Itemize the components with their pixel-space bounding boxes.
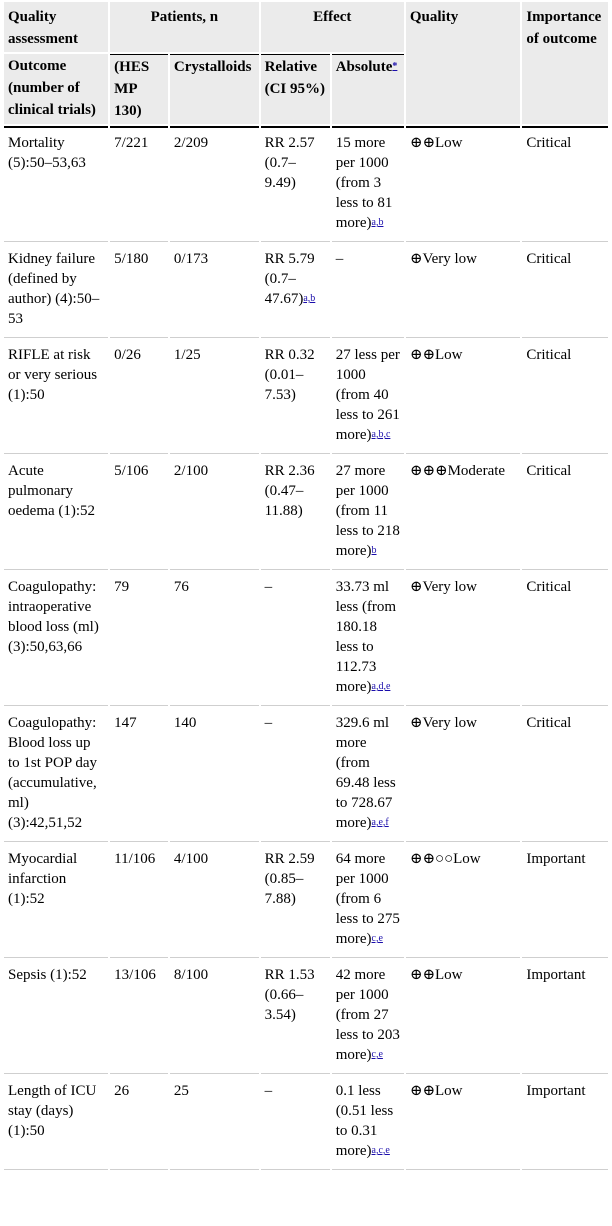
crystalloids-cell-text: 1/25 [173, 347, 201, 363]
hes-cell [110, 244, 168, 338]
importance-cell-text: Critical [526, 463, 572, 479]
crystalloids-cell [170, 960, 259, 1074]
outcome-cell [4, 456, 108, 570]
relative-cell [261, 572, 330, 706]
outcome-cell [4, 244, 108, 338]
absolute-cell-text: 15 more per 1000 (from 3 less to 81 more) [335, 135, 393, 231]
footnote-link[interactable]: b [371, 545, 377, 556]
header-outcome: Outcome (number of clinical trials) [4, 54, 108, 124]
outcome-cell [4, 572, 108, 706]
table-row [4, 572, 608, 706]
footnote-link[interactable]: a,b,c [371, 429, 391, 440]
importance-cell-text: Critical [526, 251, 572, 267]
absolute-cell [332, 572, 404, 706]
outcome-cell [4, 960, 108, 1074]
absolute-cell [332, 340, 404, 454]
relative-cell-text: – [264, 1083, 273, 1099]
hes-cell [110, 708, 168, 842]
crystalloids-cell-text: 4/100 [173, 851, 209, 867]
outcome-cell-text: Coagulopathy: intraoperative blood loss (ml) (3):50,63,66 [8, 579, 99, 655]
importance-cell-text: Critical [526, 579, 572, 595]
footnote-link[interactable]: c,e [371, 933, 383, 944]
relative-cell [261, 456, 330, 570]
outcome-cell-text: Coagulopathy: Blood loss up to 1st POP day (accumulative, ml) (3):42,51,52 [8, 715, 98, 831]
hes-cell [110, 960, 168, 1074]
table-row [4, 844, 608, 958]
relative-cell-text: RR 0.32 (0.01–7.53) [264, 347, 315, 403]
relative-cell [261, 244, 330, 338]
header-quality-assessment: Quality assessment [4, 2, 108, 52]
crystalloids-cell-text: 76 [173, 579, 189, 595]
absolute-cell-text: 33.73 ml less (from 180.18 less to 112.73 more) [335, 579, 397, 695]
quality-cell-text: ⊕Very low [409, 715, 478, 731]
crystalloids-cell [170, 844, 259, 958]
quality-cell [406, 844, 520, 958]
table-row [4, 960, 608, 1074]
crystalloids-cell-text: 140 [173, 715, 197, 731]
hes-cell-text: 26 [114, 1083, 130, 1099]
absolute-cell-text: 27 less per 1000 (from 40 less to 261 more) [335, 347, 400, 443]
quality-cell [406, 244, 520, 338]
quality-cell-text: ⊕⊕⊕Moderate [409, 463, 506, 479]
quality-cell-text: ⊕⊕Low [409, 135, 463, 151]
importance-cell-text: Important [526, 1083, 586, 1099]
absolute-cell-text: 0.1 less (0.51 less to 0.31 more) [335, 1083, 394, 1159]
quality-cell-text: ⊕⊕Low [409, 967, 463, 983]
relative-cell-text: – [264, 579, 273, 595]
quality-cell [406, 960, 520, 1074]
relative-cell-text: – [264, 715, 273, 731]
evidence-table [2, 0, 610, 1172]
footnote-link[interactable]: c,e [371, 1049, 383, 1060]
footnote-link[interactable]: a,c,e [371, 1145, 390, 1156]
outcome-cell-text: Sepsis (1):52 [8, 967, 87, 983]
hes-cell-text: 13/106 [114, 967, 156, 983]
importance-cell [522, 708, 608, 842]
outcome-cell [4, 126, 108, 242]
importance-cell [522, 844, 608, 958]
quality-cell [406, 708, 520, 842]
crystalloids-cell-text: 8/100 [173, 967, 209, 983]
hes-cell-text: 5/106 [114, 463, 149, 479]
crystalloids-cell [170, 244, 259, 338]
header-hes: (HES MP 130) [110, 54, 168, 124]
footnote-link[interactable]: a,b [303, 293, 316, 304]
hes-cell-text: 0/26 [114, 347, 141, 363]
importance-cell-text: Critical [526, 715, 572, 731]
header-crystalloids: Crystalloids [170, 54, 259, 124]
hes-cell [110, 456, 168, 570]
footnote-link[interactable]: a,e,f [371, 817, 389, 828]
absolute-cell-text: 64 more per 1000 (from 6 less to 275 more) [335, 851, 400, 947]
hes-cell [110, 1076, 168, 1170]
importance-cell-text: Critical [526, 347, 572, 363]
importance-cell-text: Critical [526, 135, 572, 151]
table-row [4, 244, 608, 338]
absolute-footnote-link[interactable]: * [392, 61, 398, 72]
quality-cell-text: ⊕Very low [409, 251, 478, 267]
outcome-cell [4, 1076, 108, 1170]
crystalloids-cell [170, 126, 259, 242]
relative-cell-text: RR 2.36 (0.47–11.88) [264, 463, 315, 519]
absolute-cell [332, 456, 404, 570]
table-row [4, 340, 608, 454]
relative-cell-text: RR 2.59 (0.85–7.88) [264, 851, 315, 907]
absolute-cell-text: 42 more per 1000 (from 27 less to 203 more) [335, 967, 400, 1063]
header-effect: Effect [261, 2, 404, 52]
absolute-cell-text: 27 more per 1000 (from 11 less to 218 more) [335, 463, 400, 559]
hes-cell [110, 340, 168, 454]
importance-cell [522, 340, 608, 454]
quality-cell [406, 340, 520, 454]
hes-cell-text: 79 [114, 579, 130, 595]
relative-cell [261, 960, 330, 1074]
absolute-cell-text: 329.6 ml more (from 69.48 less to 728.67 more) [335, 715, 396, 831]
relative-cell [261, 708, 330, 842]
outcome-cell [4, 844, 108, 958]
outcome-cell [4, 708, 108, 842]
importance-cell-text: Important [526, 851, 586, 867]
outcome-cell-text: Length of ICU stay (days) (1):50 [8, 1083, 97, 1139]
relative-cell [261, 844, 330, 958]
hes-cell [110, 126, 168, 242]
outcome-cell-text: Myocardial infarction (1):52 [8, 851, 78, 907]
absolute-cell [332, 960, 404, 1074]
crystalloids-cell-text: 25 [173, 1083, 189, 1099]
outcome-cell-text: Mortality (5):50–53,63 [8, 135, 86, 171]
crystalloids-cell [170, 456, 259, 570]
crystalloids-cell-text: 2/209 [173, 135, 209, 151]
outcome-cell-text: Acute pulmonary oedema (1):52 [8, 463, 96, 519]
header-importance: Importance of outcome [522, 2, 608, 124]
absolute-cell-text: – [335, 251, 344, 267]
header-patients: Patients, n [110, 2, 258, 52]
hes-cell-text: 11/106 [114, 851, 156, 867]
hes-cell-text: 5/180 [114, 251, 149, 267]
absolute-cell [332, 244, 404, 338]
absolute-cell [332, 708, 404, 842]
relative-cell [261, 126, 330, 242]
table-row [4, 456, 608, 570]
hes-cell-text: 147 [114, 715, 137, 731]
relative-cell [261, 340, 330, 454]
relative-cell-text: RR 1.53 (0.66–3.54) [264, 967, 315, 1023]
importance-cell [522, 1076, 608, 1170]
quality-cell-text: ⊕⊕Low [409, 1083, 463, 1099]
crystalloids-cell-text: 2/100 [173, 463, 209, 479]
header-quality: Quality [406, 2, 520, 124]
hes-cell [110, 844, 168, 958]
absolute-cell [332, 844, 404, 958]
hes-cell [110, 572, 168, 706]
relative-cell [261, 1076, 330, 1170]
footnote-link[interactable]: a,b [371, 217, 384, 228]
crystalloids-cell [170, 340, 259, 454]
quality-cell [406, 1076, 520, 1170]
importance-cell [522, 572, 608, 706]
hes-cell-text: 7/221 [114, 135, 149, 151]
quality-cell-text: ⊕⊕○○Low [409, 851, 481, 867]
importance-cell [522, 244, 608, 338]
importance-cell-text: Important [526, 967, 586, 983]
importance-cell [522, 456, 608, 570]
table-row [4, 1076, 608, 1170]
importance-cell [522, 126, 608, 242]
table-row [4, 708, 608, 842]
crystalloids-cell [170, 708, 259, 842]
crystalloids-cell-text: 0/173 [173, 251, 209, 267]
crystalloids-cell [170, 1076, 259, 1170]
header-absolute: Absolute* [332, 54, 404, 124]
footnote-link[interactable]: a,d,e [371, 681, 391, 692]
crystalloids-cell [170, 572, 259, 706]
relative-cell-text: RR 2.57 (0.7–9.49) [264, 135, 315, 191]
quality-cell [406, 126, 520, 242]
quality-cell [406, 572, 520, 706]
outcome-cell [4, 340, 108, 454]
importance-cell [522, 960, 608, 1074]
quality-cell-text: ⊕⊕Low [409, 347, 463, 363]
table-row [4, 126, 608, 242]
quality-cell [406, 456, 520, 570]
quality-cell-text: ⊕Very low [409, 579, 478, 595]
header-relative: Relative (CI 95%) [261, 54, 330, 124]
absolute-cell [332, 126, 404, 242]
outcome-cell-text: Kidney failure (defined by author) (4):50–53 [8, 251, 100, 327]
absolute-cell [332, 1076, 404, 1170]
relative-cell-text: RR 5.79 (0.7–47.67) [264, 251, 315, 307]
outcome-cell-text: RIFLE at risk or very serious (1):50 [8, 347, 98, 403]
